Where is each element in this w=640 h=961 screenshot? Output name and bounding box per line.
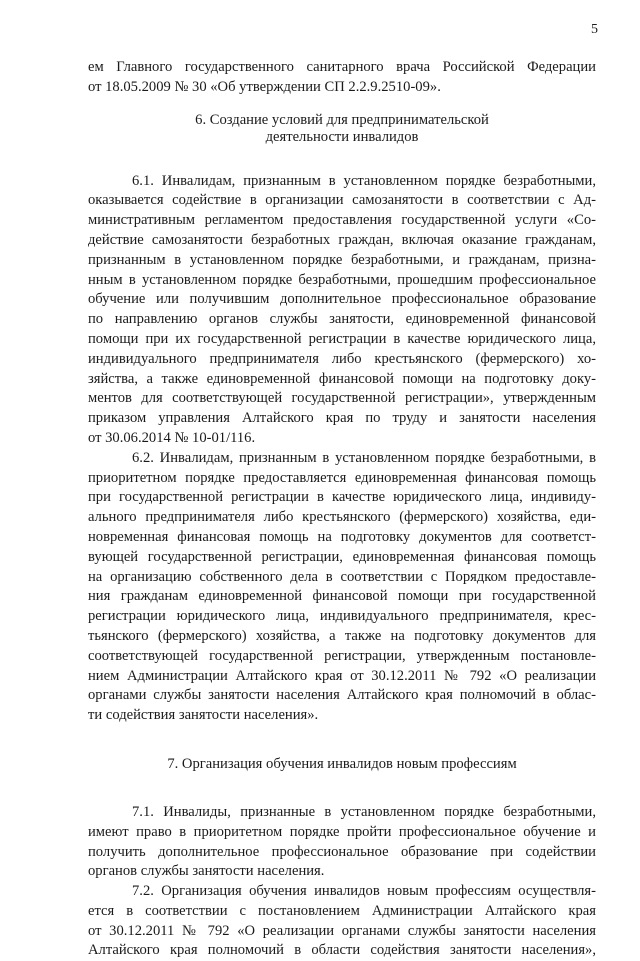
text-line: оказывается содействие в организации самозанятости в соответствии с Ад- — [88, 192, 596, 209]
text-line: 7.1. Инвалиды, признанные в установленном порядке безработными, — [132, 803, 596, 820]
text-line: органами службы занятости населения Алтайского края полномочий в облас- — [88, 687, 596, 704]
section-6-heading: 6. Создание условий для предпринимательской — [195, 111, 489, 128]
text-line: от 30.12.2011 № 792 «О реализации органами службы занятости населения — [88, 922, 596, 939]
text-line: приоритетном порядке предоставляется единовременная финансовая помощь — [88, 469, 596, 486]
text-line: Алтайского края полномочий в области содействия занятости населения», — [88, 942, 596, 959]
intro-line: от 18.05.2009 № 30 «Об утверждении СП 2.2.9.2510-09». — [88, 78, 441, 95]
text-line: соответствующей государственной регистрации, утвержденным постановле- — [88, 647, 596, 664]
text-line: ния гражданам единовременной финансовой помощи при государственной — [88, 588, 596, 605]
section-7-heading: 7. Организация обучения инвалидов новым профессиям — [167, 755, 517, 772]
text-line: ти содействия занятости населения». — [88, 707, 319, 724]
text-line: на организацию собственного дела в соответствии с Порядком предоставле- — [88, 568, 596, 585]
text-line: обучение или получившим дополнительное профессиональное образование — [88, 291, 596, 308]
text-line: новременная финансовая помощь на подготовку документов для соответст- — [88, 528, 596, 545]
text-line: ментов для соответствующей государственной регистрации», утвержденным — [88, 390, 596, 407]
paragraph-6-2 — [88, 449, 596, 726]
text-line: 6.1. Инвалидам, признанным в установленном порядке безработными, — [132, 172, 596, 189]
text-line: ального предпринимателя либо крестьянского (фермерского) хозяйства, еди- — [88, 509, 596, 526]
intro-line: ем Главного государственного санитарного врача Российской Федерации — [88, 59, 596, 75]
text-line: при государственной регистрации в качестве юридического лица, индивиду- — [88, 489, 596, 506]
text-line: приказом управления Алтайского края по труду и занятости населения — [88, 410, 596, 427]
paragraph-6-1 — [88, 172, 596, 449]
text-line: ется в соответствии с постановлением Администрации Алтайского края — [88, 902, 596, 919]
text-line: тьянского (фермерского) хозяйства, а также на подготовку документов для — [88, 627, 596, 644]
section-6-heading-continued: деятельности инвалидов — [265, 128, 419, 145]
text-line: имеют право в приоритетном порядке пройти профессиональное обучение и — [88, 823, 596, 840]
page-number: 5 — [591, 22, 598, 37]
text-line: от 30.06.2014 № 10-01/116. — [88, 429, 256, 446]
text-line: 6.2. Инвалидам, признанным в установленном порядке безработными, в — [132, 449, 596, 466]
text-line: нием Администрации Алтайского края от 30.12.2011 № 792 «О реализации — [88, 667, 596, 684]
paragraph-7-1 — [88, 803, 596, 882]
text-line: получить дополнительное профессиональное образование при содействии — [88, 843, 596, 860]
text-line: вующей государственной регистрации, единовременная финансовая помощь — [88, 548, 596, 565]
text-line: 7.2. Организация обучения инвалидов новым профессиям осуществля- — [132, 883, 596, 900]
text-line: признанным в установленном порядке безработными, и гражданам, призна- — [88, 251, 596, 268]
text-line: индивидуального предпринимателя либо крестьянского (фермерского) хо- — [88, 350, 596, 367]
text-line: нным в установленном порядке безработными, прошедшим профессиональное — [88, 271, 596, 288]
text-line: зяйства, а также единовременной финансовой помощи на подготовку доку- — [88, 370, 596, 387]
text-line: органов службы занятости населения. — [88, 863, 325, 880]
text-line: действие самозанятости безработных граждан, включая оказание гражданам, — [88, 231, 596, 248]
text-line: регистрации юридического лица, индивидуального предпринимателя, крес- — [88, 608, 596, 625]
text-line: по направлению органов службы занятости, единовременной финансовой — [88, 311, 596, 328]
paragraph-7-2 — [88, 882, 596, 961]
text-line: министративным регламентом предоставления государственной услуги «Со- — [88, 212, 596, 229]
text-line: помощи при их государственной регистрации в качестве юридического лица, — [88, 330, 596, 347]
document-body — [88, 58, 596, 961]
